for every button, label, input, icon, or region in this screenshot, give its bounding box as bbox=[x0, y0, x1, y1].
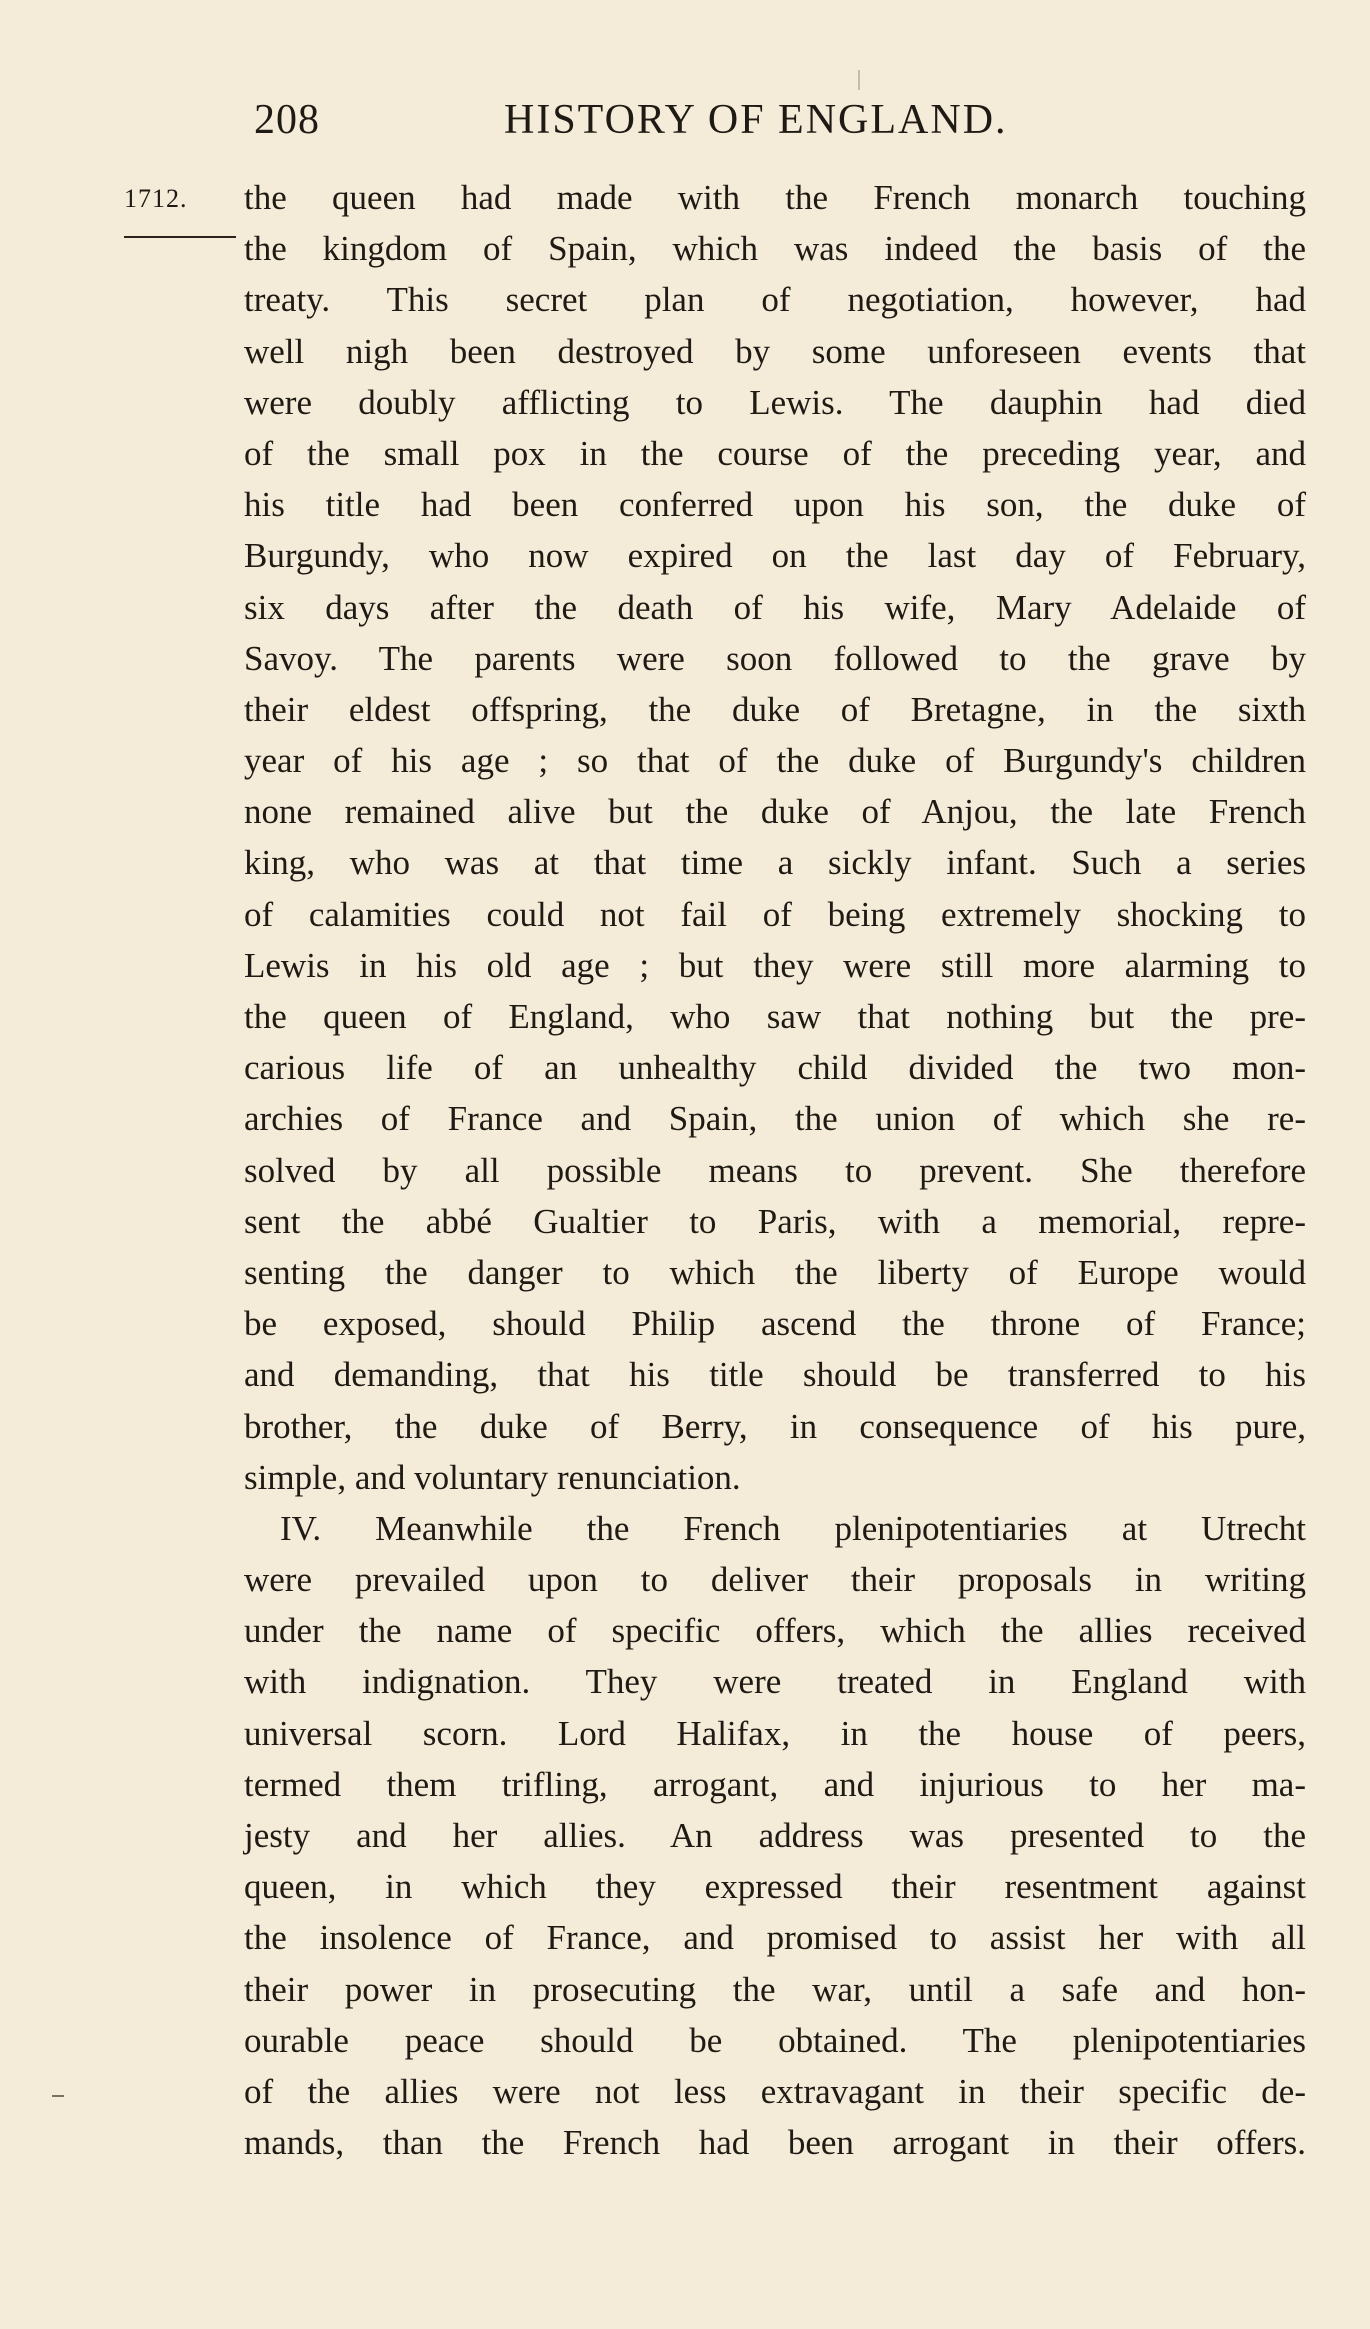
text-line: termed them trifling, arrogant, and injurious to her ma- bbox=[244, 1764, 1306, 1804]
text-line: Savoy. The parents were soon followed to the grave by bbox=[244, 638, 1306, 678]
text-line: the insolence of France, and promised to assist her with all bbox=[244, 1918, 1306, 1958]
text-line: year of his age ; so that of the duke of Burgundy's children bbox=[244, 741, 1306, 781]
text-line: six days after the death of his wife, Mary Adelaide of bbox=[244, 587, 1306, 627]
running-head bbox=[254, 96, 1104, 156]
text-line: the kingdom of Spain, which was indeed the basis of the bbox=[244, 229, 1306, 269]
text-line: the queen had made with the French monarch touching bbox=[244, 178, 1306, 217]
text-line: mands, than the French had been arrogant in their offers. bbox=[244, 2123, 1306, 2163]
text-line: of the small pox in the course of the preceding year, and bbox=[244, 433, 1306, 473]
text-line: of the allies were not less extravagant in their specific de- bbox=[244, 2071, 1306, 2111]
text-line: under the name of specific offers, which the allies received bbox=[244, 1611, 1306, 1651]
text-line: be exposed, should Philip ascend the throne of France; bbox=[244, 1304, 1306, 1344]
text-line: carious life of an unhealthy child divided the two mon- bbox=[244, 1048, 1306, 1088]
text-line: Burgundy, who now expired on the last day of February, bbox=[244, 536, 1306, 576]
section-start-line: IV. Meanwhile the French plenipotentiaries at Utrecht bbox=[280, 1508, 1306, 1548]
text-line: sent the abbé Gualtier to Paris, with a memorial, repre- bbox=[244, 1201, 1306, 1241]
text-line: well nigh been destroyed by some unforeseen events that bbox=[244, 331, 1306, 371]
text-line: were doubly afflicting to Lewis. The dauphin had died bbox=[244, 382, 1306, 422]
text-line: brother, the duke of Berry, in consequence of his pure, bbox=[244, 1406, 1306, 1446]
stray-ink-mark bbox=[52, 2095, 64, 2097]
text-line: solved by all possible means to prevent. She therefore bbox=[244, 1150, 1306, 1190]
text-line: treaty. This secret plan of negotiation, however, had bbox=[244, 280, 1306, 320]
text-line: jesty and her allies. An address was presented to the bbox=[244, 1816, 1306, 1855]
paper-speck bbox=[858, 70, 860, 90]
text-line: king, who was at that time a sickly infant. Such a series bbox=[244, 843, 1306, 883]
text-line: their power in prosecuting the war, until a safe and hon- bbox=[244, 1969, 1306, 2009]
text-line: the queen of England, who saw that nothing but the pre- bbox=[244, 997, 1306, 1036]
running-title: HISTORY OF ENGLAND. bbox=[504, 97, 1008, 143]
text-line: Lewis in his old age ; but they were still more alarming to bbox=[244, 945, 1306, 985]
margin-rule bbox=[124, 236, 236, 238]
text-line: archies of France and Spain, the union of which she re- bbox=[244, 1099, 1306, 1139]
text-line: with indignation. They were treated in England with bbox=[244, 1662, 1306, 1702]
text-line: none remained alive but the duke of Anjou, the late French bbox=[244, 792, 1306, 832]
paragraph-end-line: simple, and voluntary renunciation. bbox=[244, 1457, 741, 1497]
text-line: their eldest offspring, the duke of Bretagne, in the sixth bbox=[244, 689, 1306, 729]
text-line: were prevailed upon to deliver their proposals in writing bbox=[244, 1560, 1306, 1600]
page-number: 208 bbox=[254, 97, 320, 143]
text-line: of calamities could not fail of being extremely shocking to bbox=[244, 894, 1306, 934]
text-line: senting the danger to which the liberty of Europe would bbox=[244, 1252, 1306, 1292]
text-line: ourable peace should be obtained. The plenipotentiaries bbox=[244, 2020, 1306, 2060]
text-line: his title had been conferred upon his son, the duke of bbox=[244, 485, 1306, 525]
text-line: queen, in which they expressed their resentment against bbox=[244, 1867, 1306, 1907]
body-text bbox=[244, 172, 1306, 2168]
margin-year: 1712. bbox=[124, 184, 188, 213]
text-line: and demanding, that his title should be transferred to his bbox=[244, 1355, 1306, 1395]
text-line: universal scorn. Lord Halifax, in the house of peers, bbox=[244, 1713, 1306, 1753]
